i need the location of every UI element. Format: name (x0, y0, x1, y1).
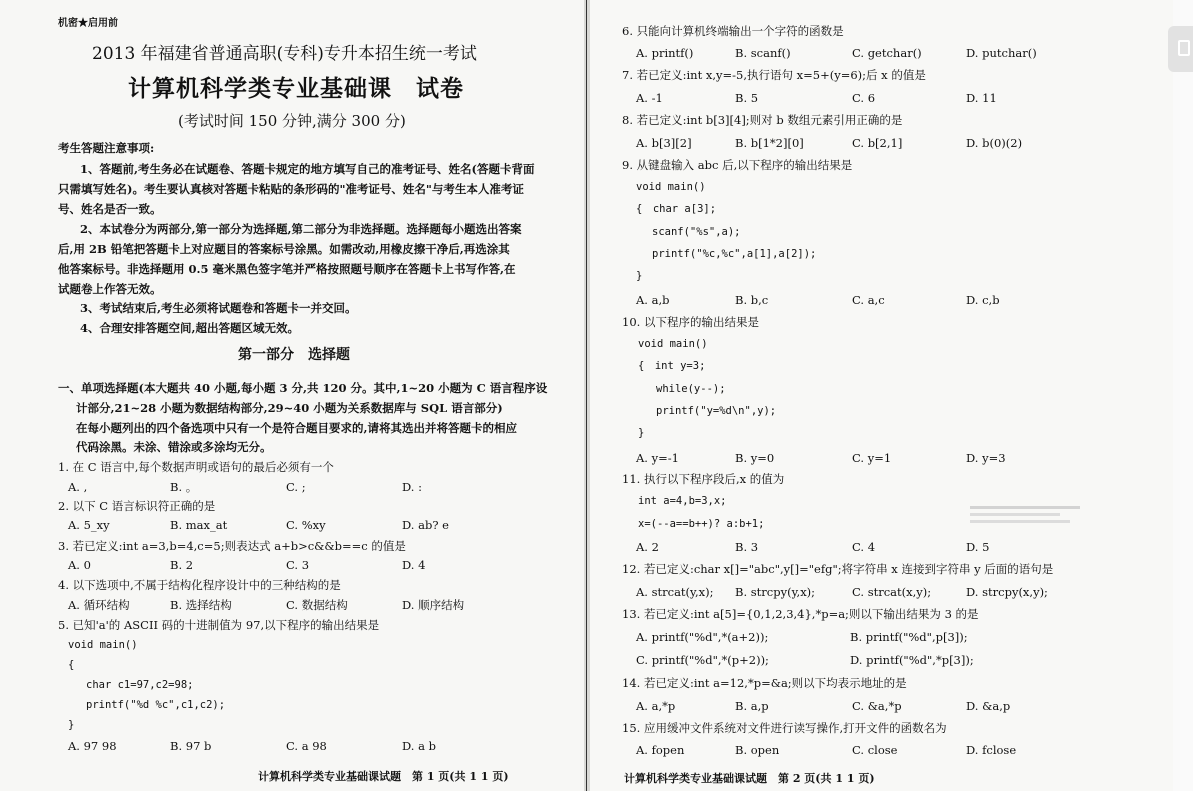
code-line: printf("%c,%c",a[1],a[2]); (652, 248, 817, 260)
option: C. 3 (286, 558, 310, 572)
option: C. 数据结构 (286, 598, 348, 612)
question-stem: 12. 若已定义:char x[]="abc",y[]="efg";将字符串 x 连接到字符串 y 后面的语句是 (622, 562, 1054, 576)
code-line: { char a[3]; (636, 203, 717, 215)
page-footer: 计算机科学类专业基础课试题 第 1 页(共 1 1 页) (258, 770, 509, 783)
note-line: 试题卷上作答无效。 (58, 282, 162, 296)
option: D. y=3 (966, 451, 1006, 465)
option: A. y=-1 (636, 451, 679, 465)
option: B. y=0 (735, 451, 775, 465)
option: B. a,p (735, 699, 769, 713)
option: D. : (402, 480, 422, 494)
exam-title: 2013 年福建省普通高职(专科)专升本招生统一考试 (92, 44, 477, 64)
option: C. 4 (852, 540, 876, 554)
code-line: } (638, 427, 645, 439)
option: A. b[3][2] (636, 136, 692, 150)
option: D. strcpy(x,y); (966, 585, 1048, 599)
option: C. &a,*p (852, 699, 902, 713)
question-stem: 2. 以下 C 语言标识符正确的是 (58, 499, 216, 513)
question-stem: 10. 以下程序的输出结果是 (622, 315, 759, 329)
question-stem: 11. 执行以下程序段后,x 的值为 (622, 472, 785, 486)
option: A. 5_xy (68, 518, 110, 532)
option: C. a 98 (286, 739, 327, 753)
bleed-through-smudge (970, 502, 1090, 532)
option: B. strcpy(y,x); (735, 585, 816, 599)
question-stem: 13. 若已定义:int a[5]={0,1,2,3,4},*p=a;则以下输出结果为 3 的是 (622, 607, 979, 621)
option: B. 2 (170, 558, 194, 572)
option: A. 2 (636, 540, 659, 554)
code-line: { int y=3; (638, 360, 706, 372)
note-line: 他答案标号。非选择题用 0.5 毫米黑色签字笔并严格按照题号顺序在答题卡上书写作答,在 (58, 262, 516, 276)
notes-title: 考生答题注意事项: (58, 141, 155, 155)
note-line: 2、本试卷分为两部分,第一部分为选择题,第二部分为非选择题。选择题每小题选出答案 (80, 222, 522, 236)
option: D. a b (402, 739, 436, 753)
option: B. b,c (735, 293, 769, 307)
question-stem: 5. 已知'a'的 ASCII 码的十进制值为 97,以下程序的输出结果是 (58, 618, 380, 632)
option: D. printf("%d",*p[3]); (850, 653, 974, 667)
section-line: 一、单项选择题(本大题共 40 小题,每小题 3 分,共 120 分。其中,1~20 小题为 C 语言程序设 (58, 381, 548, 395)
question-stem: 9. 从键盘输入 abc 后,以下程序的输出结果是 (622, 158, 853, 172)
option: D. putchar() (966, 46, 1037, 60)
option: A. , (68, 480, 88, 494)
page-fold-line (586, 0, 587, 791)
option: B. b[1*2][0] (735, 136, 804, 150)
paper-title: 计算机科学类专业基础课 试卷 (128, 75, 464, 102)
option: C. printf("%d",*(p+2)); (636, 653, 769, 667)
option: A. printf("%d",*(a+2)); (636, 630, 769, 644)
option: B. 3 (735, 540, 759, 554)
option: A. 0 (68, 558, 91, 572)
code-line: { (68, 659, 75, 671)
section-line: 在每小题列出的四个备选项中只有一个是符合题目要求的,请将其选出并将答题卡的相应 (76, 421, 517, 435)
option: C. strcat(x,y); (852, 585, 932, 599)
question-stem: 15. 应用缓冲文件系统对文件进行读写操作,打开文件的函数名为 (622, 721, 947, 735)
code-line: char c1=97,c2=98; (86, 679, 194, 691)
code-line: scanf("%s",a); (652, 226, 741, 238)
option: D. 顺序结构 (402, 598, 465, 612)
exam-page-2 (590, 0, 1173, 791)
confidential-mark: 机密★启用前 (58, 18, 118, 29)
code-line: void main() (68, 639, 138, 651)
note-line: 号、姓名是否一致。 (58, 202, 162, 216)
option: B. 。 (170, 480, 198, 494)
question-stem: 8. 若已定义:int b[3][4];则对 b 数组元素引用正确的是 (622, 113, 903, 127)
code-line: } (68, 719, 75, 731)
option: D. b(0)(2) (966, 136, 1023, 150)
exam-page-1 (0, 0, 584, 791)
option: A. 97 98 (68, 739, 117, 753)
option: B. 5 (735, 91, 759, 105)
option: B. scanf() (735, 46, 791, 60)
code-line: void main() (638, 338, 708, 350)
option: A. -1 (636, 91, 663, 105)
question-stem: 14. 若已定义:int a=12,*p=&a;则以下均表示地址的是 (622, 676, 907, 690)
note-line: 4、合理安排答题空间,超出答题区域无效。 (80, 321, 300, 335)
option: D. fclose (966, 743, 1017, 757)
question-stem: 1. 在 C 语言中,每个数据声明或语句的最后必须有一个 (58, 460, 334, 474)
option: A. fopen (636, 743, 685, 757)
question-stem: 6. 只能向计算机终端输出一个字符的函数是 (622, 24, 844, 38)
option: C. ; (286, 480, 306, 494)
option: A. a,*p (636, 699, 676, 713)
option: A. printf() (636, 46, 694, 60)
code-line: x=(--a==b++)? a:b+1; (638, 518, 765, 530)
option: C. y=1 (852, 451, 892, 465)
question-stem: 7. 若已定义:int x,y=-5,执行语句 x=5+(y=6);后 x 的值是 (622, 68, 926, 82)
option: B. open (735, 743, 780, 757)
note-line: 只需填写姓名)。考生要认真核对答题卡粘贴的条形码的"准考证号、姓名"与考生本人准考证 (58, 182, 524, 196)
exam-duration: (考试时间 150 分钟,满分 300 分) (178, 112, 406, 130)
note-line: 3、考试结束后,考生必须将试题卷和答题卡一并交回。 (80, 301, 357, 315)
option: A. strcat(y,x); (636, 585, 714, 599)
viewer-edge (1173, 0, 1193, 791)
option: D. 5 (966, 540, 990, 554)
section-line: 计部分,21~28 小题为数据结构部分,29~40 小题为关系数据库与 SQL 语言部分) (76, 401, 503, 415)
code-line: printf("y=%d\n",y); (656, 405, 777, 417)
code-line: } (636, 270, 643, 282)
option: C. %xy (286, 518, 326, 532)
side-panel-toggle[interactable] (1168, 26, 1193, 72)
option: C. close (852, 743, 898, 757)
page-footer: 计算机科学类专业基础课试题 第 2 页(共 1 1 页) (624, 772, 875, 785)
option: A. 循环结构 (68, 598, 130, 612)
option: D. 11 (966, 91, 997, 105)
option: B. 97 b (170, 739, 212, 753)
option: C. a,c (852, 293, 885, 307)
question-stem: 4. 以下选项中,不属于结构化程序设计中的三种结构的是 (58, 578, 341, 592)
option: D. ab? e (402, 518, 449, 532)
option: D. c,b (966, 293, 1000, 307)
document-icon (1178, 40, 1190, 56)
option: A. a,b (636, 293, 670, 307)
option: C. 6 (852, 91, 876, 105)
option: D. 4 (402, 558, 426, 572)
code-line: while(y--); (656, 383, 726, 395)
section-line: 代码涂黑。未涂、错涂或多涂均无分。 (76, 440, 272, 454)
code-line: void main() (636, 181, 706, 193)
option: D. &a,p (966, 699, 1011, 713)
part-title: 第一部分 选择题 (238, 347, 350, 363)
option: C. getchar() (852, 46, 922, 60)
code-line: printf("%d %c",c1,c2); (86, 699, 226, 711)
option: B. printf("%d",p[3]); (850, 630, 968, 644)
option: B. 选择结构 (170, 598, 232, 612)
note-line: 1、答题前,考生务必在试题卷、答题卡规定的地方填写自己的准考证号、姓名(答题卡背面 (80, 162, 535, 176)
note-line: 后,用 2B 铅笔把答题卡上对应题目的答案标号涂黑。如需改动,用橡皮擦干净后,再选涂其 (58, 242, 510, 256)
option: C. b[2,1] (852, 136, 903, 150)
question-stem: 3. 若已定义:int a=3,b=4,c=5;则表达式 a+b>c&&b==c 的值是 (58, 539, 406, 553)
option: B. max_at (170, 518, 228, 532)
code-line: int a=4,b=3,x; (638, 495, 727, 507)
